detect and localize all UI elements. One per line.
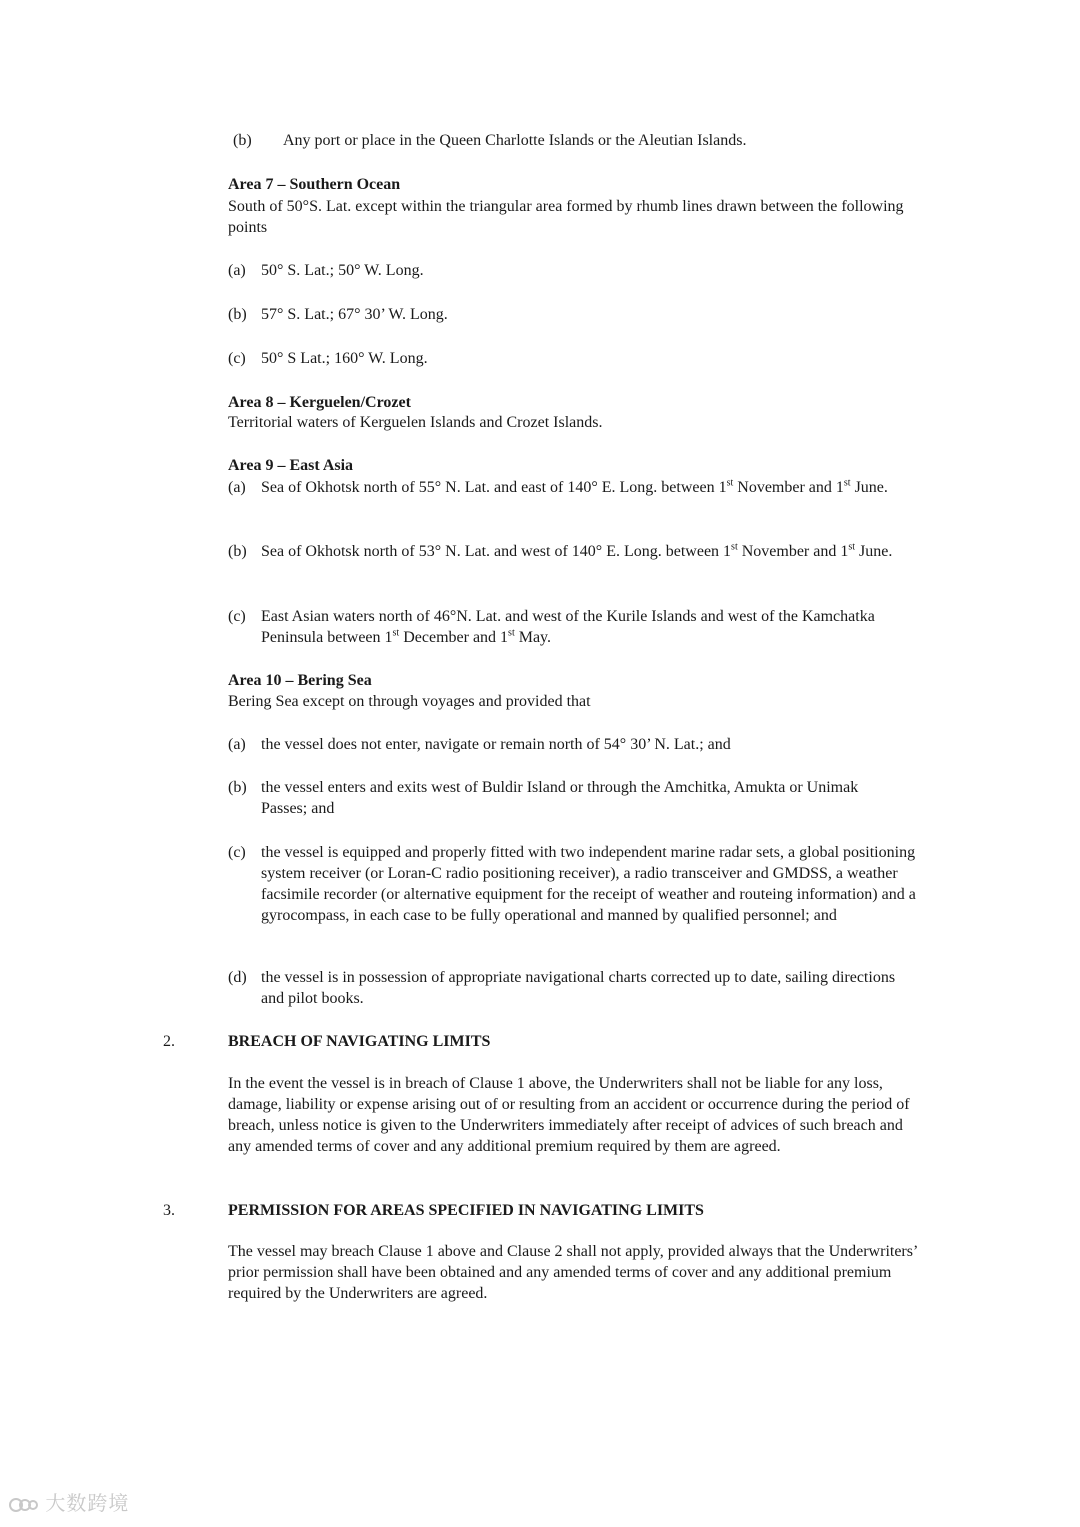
list-item — [228, 304, 928, 325]
item-text-part: November and 1 — [737, 543, 849, 560]
item-text-part: June. — [850, 479, 888, 496]
item-label: (a) — [228, 262, 246, 279]
item-text: the vessel is in possession of appropriate navigational charts corrected up to date, sailing directions and pilot books. — [261, 969, 896, 1007]
item-text-part: Sea of Okhotsk north of 55° N. Lat. and east of 140° E. Long. between 1 — [261, 479, 727, 496]
item-text: Any port or place in the Queen Charlotte Islands or the Aleutian Islands. — [283, 132, 747, 149]
list-item — [228, 260, 928, 281]
item-text-part: East Asian waters north of 46°N. Lat. and west of the Kurile Islands and west of the Kamchatka Peninsula between 1 — [261, 608, 875, 646]
item-label: (a) — [228, 736, 246, 753]
item-text-part: June. — [855, 543, 893, 560]
watermark — [8, 1493, 129, 1516]
list-item — [228, 842, 922, 926]
item-text — [261, 477, 918, 498]
item-text — [261, 606, 888, 648]
list-item — [228, 734, 928, 755]
list-item — [228, 348, 928, 369]
intro-list-item — [233, 130, 933, 151]
list-item — [228, 541, 918, 562]
item-label: (b) — [233, 132, 252, 149]
list-item — [228, 477, 918, 498]
item-text: the vessel is equipped and properly fitted with two independent marine radar sets, a global positioning system receiver (or Loran-C radio positioning receiver), a radio transceiver and GMDSS, a weather facsimile recorder (or alternative equipment for the receipt of weather and routeing information) and a gyrocompass, in each case to be fully operational and manned by qualified personnel; and — [261, 844, 916, 924]
item-text: 57° S. Lat.; 67° 30’ W. Long. — [261, 306, 448, 323]
list-item — [228, 606, 888, 648]
area-7-description: South of 50°S. Lat. except within the triangular area formed by rhumb lines drawn between the following points — [228, 198, 904, 236]
area-10-heading: Area 10 – Bering Sea — [228, 672, 372, 689]
item-text — [261, 541, 918, 562]
item-text-part: November and 1 — [733, 479, 844, 496]
section-3-body: The vessel may breach Clause 1 above and Clause 2 shall not apply, provided always that the Underwriters’ prior permission shall have been obtained and any amended terms of cover and any additional premium required by the Underwriters are agreed. — [228, 1243, 918, 1302]
section-2-title: BREACH OF NAVIGATING LIMITS — [228, 1033, 491, 1050]
brand-logo-icon — [8, 1494, 38, 1516]
item-label: (b) — [228, 306, 247, 323]
item-text: 50° S. Lat.; 50° W. Long. — [261, 262, 424, 279]
area-9-heading: Area 9 – East Asia — [228, 457, 354, 474]
ordinal-suffix: st — [392, 627, 400, 639]
item-text-part: Sea of Okhotsk north of 53° N. Lat. and west of 140° E. Long. between 1 — [261, 543, 732, 560]
area-7-heading: Area 7 – Southern Ocean — [228, 176, 401, 193]
section-2-number: 2. — [163, 1033, 175, 1050]
ordinal-suffix: st — [726, 477, 734, 489]
area-10-description: Bering Sea except on through voyages and provided that — [228, 693, 591, 710]
item-label: (c) — [228, 844, 246, 861]
ordinal-suffix: st — [843, 477, 851, 489]
item-text-part: May. — [514, 629, 552, 646]
section-3-number: 3. — [163, 1202, 175, 1219]
item-text: the vessel does not enter, navigate or remain north of 54° 30’ N. Lat.; and — [261, 736, 731, 753]
section-2-body: In the event the vessel is in breach of Clause 1 above, the Underwriters shall not be liable for any loss, damage, liability or expense arising out of or resulting from an accident or occurrence during the period of breach, unless notice is given to the Underwriters immediately after receipt of advices of such breach and any amended terms of cover and any additional premium required by them are agreed. — [228, 1075, 910, 1155]
item-text-part: December and 1 — [399, 629, 509, 646]
item-label: (b) — [228, 779, 247, 796]
area-8-heading: Area 8 – Kerguelen/Crozet — [228, 394, 411, 411]
ordinal-suffix: st — [848, 541, 856, 553]
item-text: the vessel enters and exits west of Buldir Island or through the Amchitka, Amukta or Unimak Passes; and — [261, 779, 859, 817]
list-item — [228, 967, 918, 1009]
item-label: (d) — [228, 969, 247, 986]
item-label: (c) — [228, 350, 246, 367]
watermark-text: 大数跨境 — [45, 1491, 130, 1515]
ordinal-suffix: st — [731, 541, 738, 553]
list-item — [228, 777, 908, 819]
section-3-title: PERMISSION FOR AREAS SPECIFIED IN NAVIGATING LIMITS — [228, 1202, 704, 1219]
area-8-description: Territorial waters of Kerguelen Islands and Crozet Islands. — [228, 414, 603, 431]
ordinal-suffix: st — [508, 627, 515, 639]
item-text: 50° S Lat.; 160° W. Long. — [261, 350, 428, 367]
item-label: (c) — [228, 608, 246, 625]
item-label: (b) — [228, 543, 247, 560]
item-label: (a) — [228, 479, 246, 496]
